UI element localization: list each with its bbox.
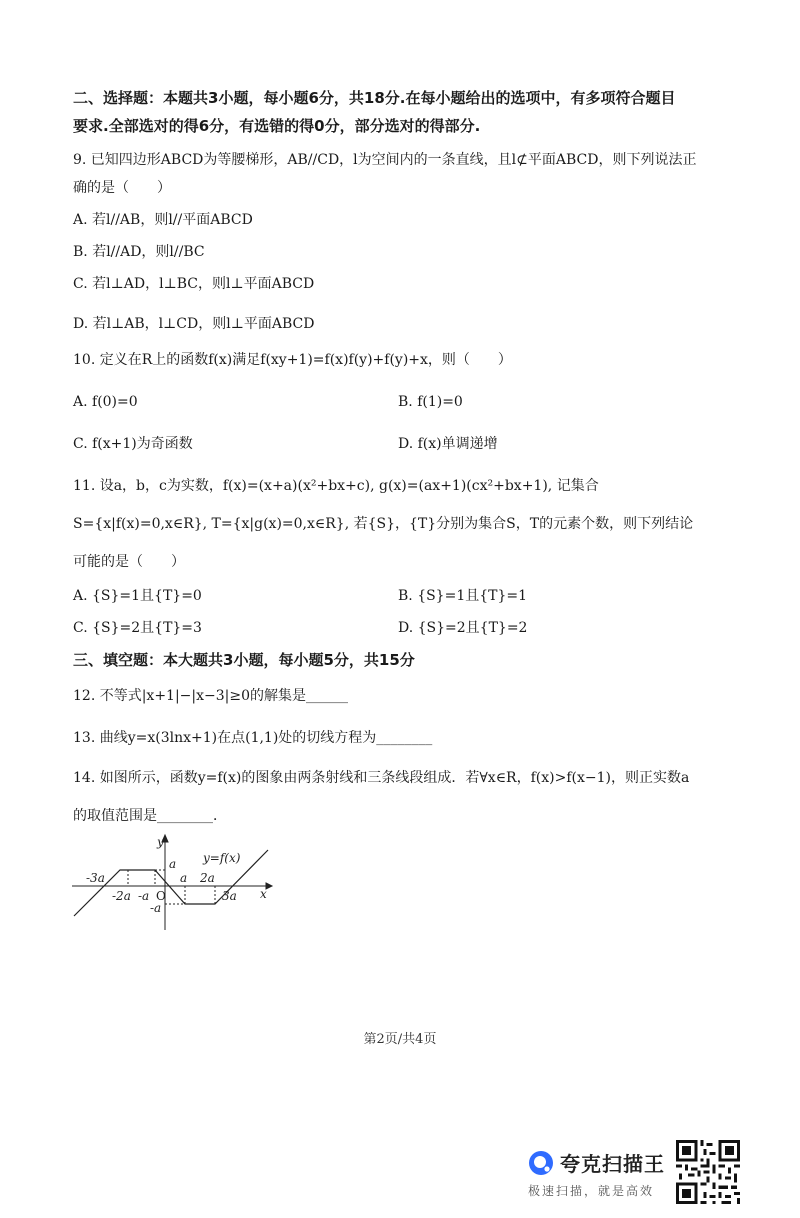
q9-stem-line2: 确的是（ ） xyxy=(73,180,171,196)
q9-option-c: C. 若l⊥AD，l⊥BC，则l⊥平面ABCD xyxy=(73,276,315,292)
tick-neg2a: -2a xyxy=(112,889,131,903)
q9-stem-line1: 9. 已知四边形ABCD为等腰梯形，AB//CD，l为空间内的一条直线，且l⊄平面ABCD，则下列说法正 xyxy=(73,152,697,168)
tick-a-x: a xyxy=(180,871,188,885)
q11-stem-line1: 11. 设a，b，c为实数，f(x)=(x+a)(x²+bx+c), g(x)=(ax+1)(cx²+bx+1), 记集合 xyxy=(73,478,599,494)
q11-option-a: A. {S}=1且{T}=0 xyxy=(73,588,202,604)
x-label: x xyxy=(260,887,267,901)
q10-option-c: C. f(x+1)为奇函数 xyxy=(73,436,193,452)
q10-option-a: A. f(0)=0 xyxy=(73,394,138,410)
tick-nega-y: -a xyxy=(150,901,162,915)
section2-heading-line2: 要求.全部选对的得6分，有选错的得0分，部分选对的得部分. xyxy=(73,117,481,135)
q9-option-a: A. 若l//AB，则l//平面ABCD xyxy=(73,212,253,228)
q11-option-d: D. {S}=2且{T}=2 xyxy=(398,620,528,636)
origin-label: O xyxy=(156,889,166,903)
section2-heading-line1: 二、选择题：本题共3小题，每小题6分，共18分.在每小题给出的选项中，有多项符合题目 xyxy=(73,89,676,107)
q11-option-b: B. {S}=1且{T}=1 xyxy=(398,588,528,604)
qr-code-icon xyxy=(676,1140,740,1204)
q9-option-b: B. 若l//AD，则l//BC xyxy=(73,244,205,260)
func-label: y=f(x) xyxy=(203,851,241,865)
tick-nega-x: -a xyxy=(138,889,150,903)
quark-logo-icon xyxy=(528,1150,554,1176)
q11-stem-line3: 可能的是（ ） xyxy=(73,554,185,570)
q10-option-b: B. f(1)=0 xyxy=(398,394,463,410)
q14-function-graph xyxy=(70,830,280,935)
page-number: 第2页/共4页 xyxy=(363,1032,437,1047)
y-label: y xyxy=(157,835,164,849)
x-axis-arrow xyxy=(266,883,272,889)
q11-option-c: C. {S}=2且{T}=3 xyxy=(73,620,202,636)
tick-2a: 2a xyxy=(200,871,215,885)
brand-name: 夸克扫描王 xyxy=(560,1152,665,1176)
brand-slogan: 极速扫描，就是高效 xyxy=(528,1184,655,1198)
tick-a-y: a xyxy=(169,857,177,871)
q14-stem-line2: 的取值范围是________． xyxy=(73,808,227,824)
section3-heading: 三、填空题：本大题共3小题，每小题5分，共15分 xyxy=(73,651,415,669)
tick-3a: 3a xyxy=(222,889,237,903)
q11-stem-line2: S={x|f(x)=0,x∈R}, T={x|g(x)=0,x∈R}, 若{S}，{T}分别为集合S，T的元素个数，则下列结论 xyxy=(73,516,694,532)
q9-option-d: D. 若l⊥AB，l⊥CD，则l⊥平面ABCD xyxy=(73,316,315,332)
q12-stem: 12. 不等式|x+1|−|x−3|≥0的解集是______ xyxy=(73,688,349,704)
q14-stem-line1: 14. 如图所示，函数y=f(x)的图象由两条射线和三条线段组成．若∀x∈R，f(x)>f(x−1)，则正实数a xyxy=(73,770,690,786)
brand-watermark xyxy=(528,1142,673,1204)
q10-option-d: D. f(x)单调递增 xyxy=(398,436,498,452)
q10-stem: 10. 定义在R上的函数f(x)满足f(xy+1)=f(x)f(y)+f(y)+x，则（ ） xyxy=(73,352,512,368)
tick-neg3a: -3a xyxy=(86,871,105,885)
q13-stem: 13. 曲线y=x(3lnx+1)在点(1,1)处的切线方程为________ xyxy=(73,730,433,746)
